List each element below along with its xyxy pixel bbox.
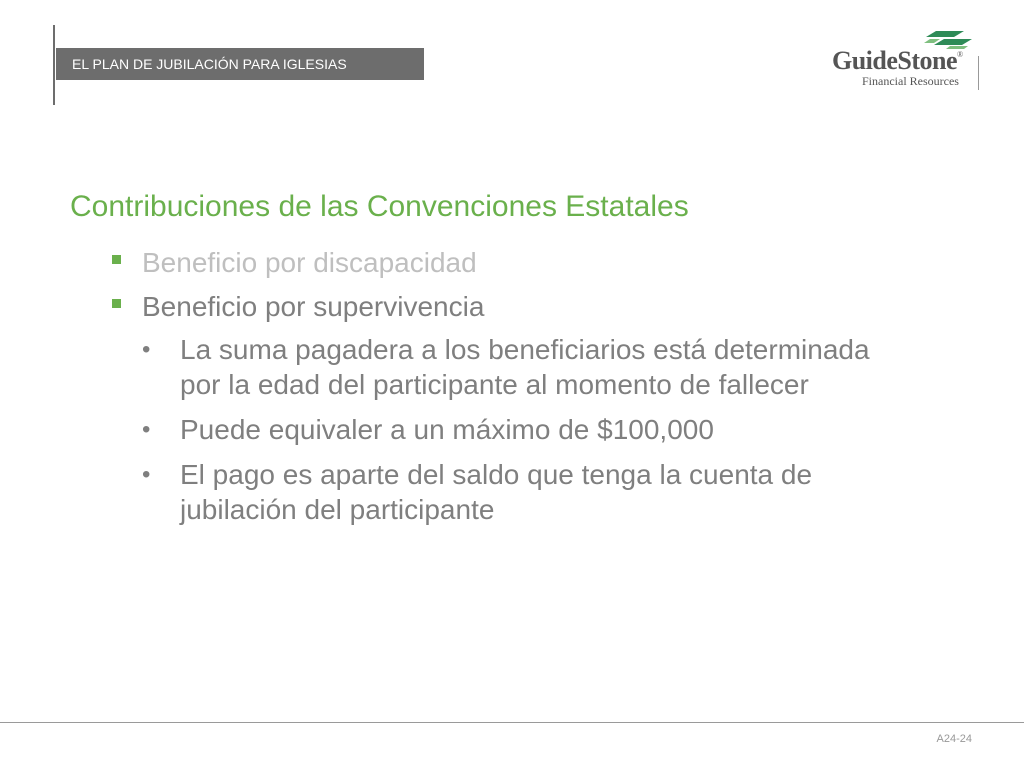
- bullet-item: [110, 244, 910, 282]
- round-bullet-icon: •: [142, 461, 151, 488]
- header-left-rule: [53, 25, 55, 105]
- slide-title: Contribuciones de las Convenciones Estatales: [70, 190, 689, 223]
- round-bullet-icon: •: [142, 416, 151, 443]
- bullet-item: [110, 288, 910, 326]
- sub-bullet-text: Puede equivaler a un máximo de $100,000: [180, 414, 714, 445]
- sub-bullet-item: [142, 457, 880, 527]
- sub-bullet-item: [142, 332, 880, 402]
- sub-bullet-text: El pago es aparte del saldo que tenga la cuenta de jubilación del participante: [180, 459, 813, 525]
- guidestone-logo: [832, 30, 982, 90]
- logo-wordmark: [832, 46, 963, 76]
- sub-bullet-text: La suma pagadera a los beneficiarios está determinada por la edad del participante al momento de fallecer: [180, 334, 870, 400]
- logo-registered-mark: ®: [957, 50, 963, 59]
- header-banner: EL PLAN DE JUBILACIÓN PARA IGLESIAS: [56, 48, 424, 80]
- bullet-text: Beneficio por discapacidad: [142, 247, 477, 278]
- square-bullet-icon: [112, 255, 121, 264]
- footer-divider: [0, 722, 1024, 723]
- logo-subtitle: Financial Resources: [862, 74, 959, 88]
- round-bullet-icon: •: [142, 336, 151, 363]
- square-bullet-icon: [112, 299, 121, 308]
- sub-bullet-item: [142, 412, 880, 447]
- page-number: A24-24: [936, 733, 972, 745]
- bullet-text: Beneficio por supervivencia: [142, 291, 485, 322]
- logo-divider: [978, 56, 979, 90]
- logo-name: GuideStone: [832, 46, 958, 75]
- slide-content: [110, 244, 910, 537]
